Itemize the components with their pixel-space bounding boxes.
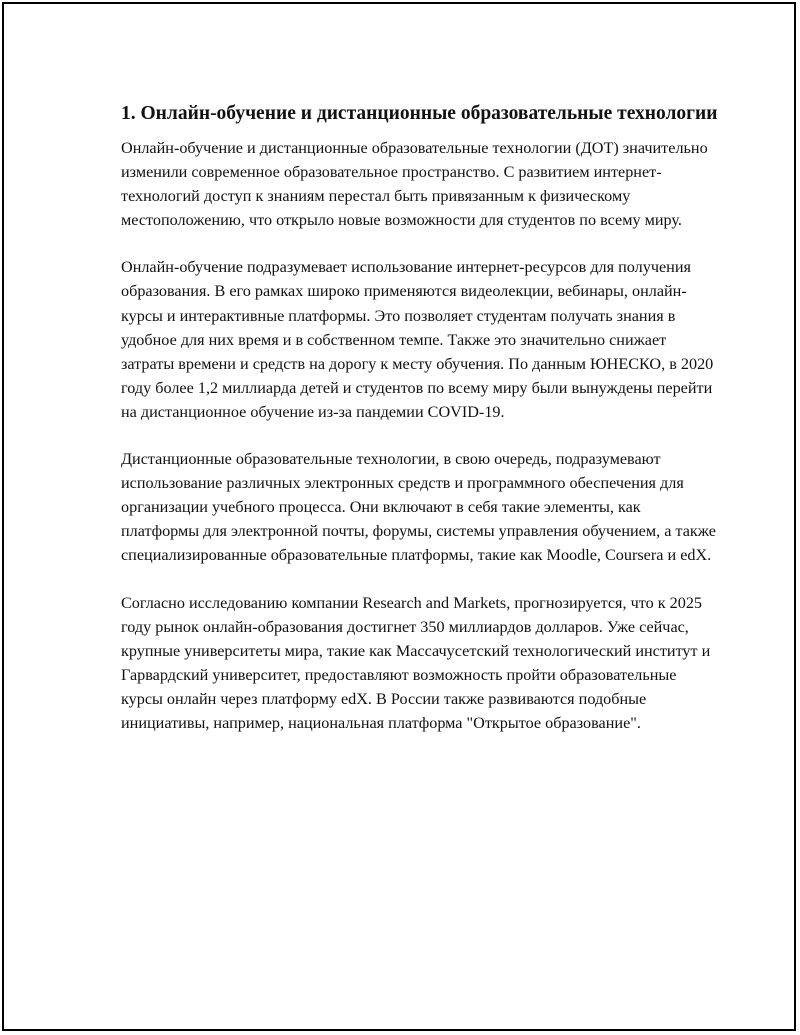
section-heading: 1. Онлайн-обучение и дистанционные образовательные технологии — [121, 103, 718, 124]
paragraph-market-forecast: Согласно исследованию компании Research and Markets, прогнозируется, что к 2025 году рынок онлайн-образования достигнет 350 миллиардов долларов. Уже сейчас, крупные университеты мира, такие как Массачусетский технологический институт и Гарвардский университет, предоставляют возможность пройти образовательные курсы онлайн через платформу edX. В России также развиваются подобные инициативы, например, национальная платформа "Открытое образование". — [121, 593, 711, 732]
document-content — [121, 100, 721, 735]
paragraph-intro: Онлайн-обучение и дистанционные образовательные технологии (ДОТ) значительно изменили современное образовательное пространство. С развитием интернет-технологий доступ к знаниям перестал быть привязанным к физическому местоположению, что открыло новые возможности для студентов по всему миру. — [121, 139, 708, 230]
paragraph-online-learning: Онлайн-обучение подразумевает использование интернет-ресурсов для получения образования. В его рамках широко применяются видеолекции, вебинары, онлайн-курсы и интерактивные платформы. Это позволяет студентам получать знания в удобное для них время и в собственном темпе. Также это значительно снижает затраты времени и средств на дорогу к месту обучения. По данным ЮНЕСКО, в 2020 году более 1,2 миллиарда детей и студентов по всему миру были вынуждены перейти на дистанционное обучение из-за пандемии COVID-19. — [121, 258, 714, 421]
paragraph-distance-technologies: Дистанционные образовательные технологии, в свою очередь, подразумевают использование различных электронных средств и программного обеспечения для организации учебного процесса. Они включают в себя такие элементы, как платформы для электронной почты, форумы, системы управления обучением, а также специализированные образовательные платформы, такие как Moodle, Coursera и edX. — [121, 450, 716, 565]
document-page — [2, 2, 796, 1031]
